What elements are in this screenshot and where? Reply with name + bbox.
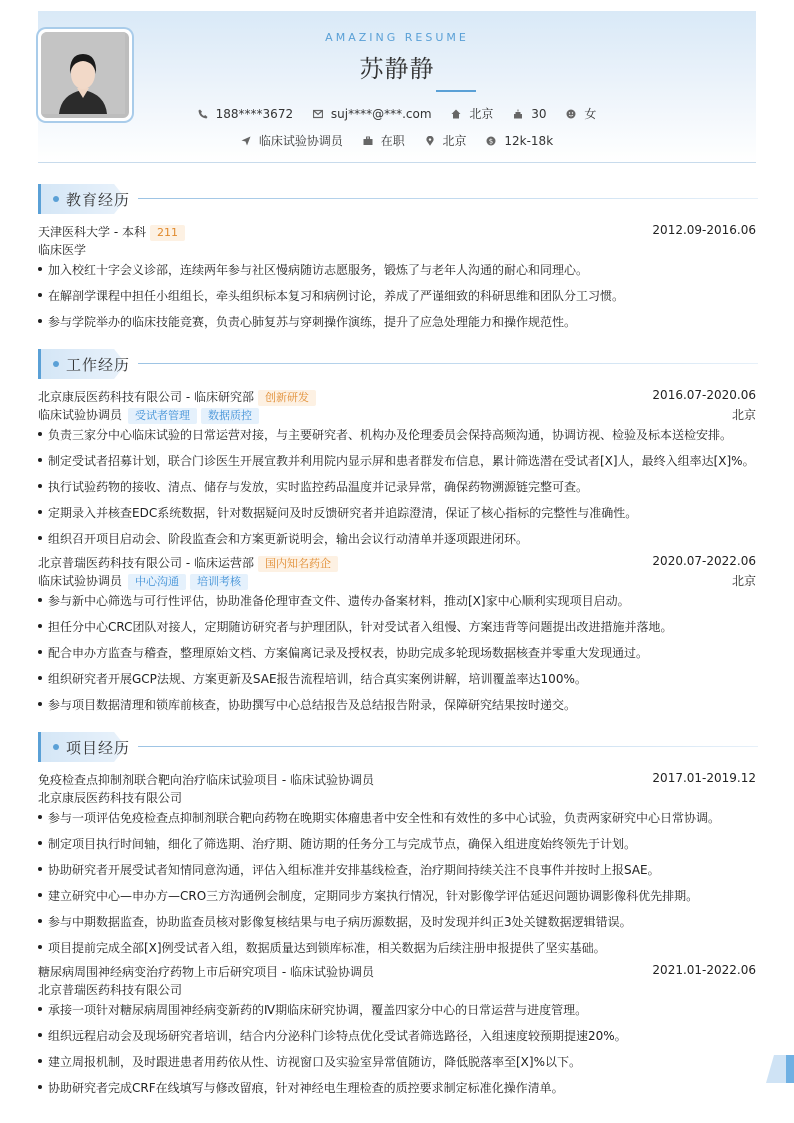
job-role: 临床试验协调员: [38, 408, 123, 422]
list-item: 项目提前完成全部[X]例受试者入组，数据质量达到锁库标准，相关数据为后续注册申报提供了坚实基础。: [38, 939, 756, 956]
school-badge: 211: [150, 225, 185, 241]
list-item: 加入校红十字会义诊部，连续两年参与社区慢病随访志愿服务，锻炼了与老年人沟通的耐心和同理心。: [38, 261, 756, 278]
job-role-row: [38, 572, 756, 590]
job-city: 北京: [731, 574, 756, 588]
project-title-row: [38, 963, 756, 980]
position-item: [241, 132, 343, 149]
section-education: [38, 184, 738, 214]
contact-row: [38, 105, 756, 122]
company-name: 北京普瑞医药科技有限公司 - 临床运营部: [38, 556, 254, 570]
face-icon: [566, 109, 576, 119]
job-role-row: [38, 406, 756, 424]
list-item: 建立周报机制，及时跟进患者用药依从性、访视窗口及实验室异常值随访，降低脱落率至[X]%以下。: [38, 1053, 756, 1070]
school-name: 天津医科大学 - 本科: [38, 225, 146, 239]
list-item: 执行试验药物的接收、清点、储存与发放，实时监控药品温度并记录异常，确保药物溯源链完整可查。: [38, 478, 756, 495]
home-icon: [451, 109, 461, 119]
list-item: 参与学院举办的临床技能竞赛，负责心肺复苏与穿刺操作演练，提升了应急处理能力和操作规范性。: [38, 313, 756, 330]
city-text: 北京: [469, 107, 494, 121]
work-city-item: [425, 132, 467, 149]
job-date: 2016.07-2020.06: [652, 388, 756, 402]
list-item: 参与项目数据清理和锁库前核查，协助撰写中心总结报告及总结报告附录，保障研究结果按时递交。: [38, 696, 756, 713]
education-date: 2012.09-2016.06: [652, 223, 756, 237]
project-name: 免疫检查点抑制剂联合靶向治疗临床试验项目 - 临床试验协调员: [38, 773, 374, 787]
project-org: 北京普瑞医药科技有限公司: [38, 983, 183, 997]
skill-tag: 受试者管理: [128, 408, 197, 424]
work-city-text: 北京: [442, 134, 467, 148]
page-corner-decoration: [766, 1055, 794, 1083]
list-item: 组织召开项目启动会、阶段监查会和方案更新说明会，输出会议行动清单并逐项跟进闭环。: [38, 530, 756, 547]
project-name: 糖尿病周围神经病变治疗药物上市后研究项目 - 临床试验协调员: [38, 965, 374, 979]
name-underline: [436, 90, 476, 92]
list-item: 参与一项评估免疫检查点抑制剂联合靶向药物在晚期实体瘤患者中安全性和有效性的多中心试验，负责两家研究中心日常协调。: [38, 809, 756, 826]
send-icon: [241, 136, 251, 146]
company-tag: 创新研发: [258, 390, 316, 406]
skill-tag: 数据质控: [201, 408, 259, 424]
email-text: suj****@***.com: [330, 107, 432, 121]
project-date: 2021.01-2022.06: [652, 963, 756, 977]
section-divider: [138, 363, 758, 364]
salary-text: 12k-18k: [504, 134, 554, 148]
job-city: 北京: [731, 408, 756, 422]
list-item: 定期录入并核查EDC系统数据，针对数据疑问及时反馈研究者并追踪澄清，保证了核心指标的完整性与准确性。: [38, 504, 756, 521]
job-company-row: [38, 388, 756, 406]
project-org: 北京康辰医药科技有限公司: [38, 791, 183, 805]
city-item: [451, 105, 493, 122]
age-text: 30: [531, 107, 547, 121]
status-text: 在职: [380, 134, 405, 148]
list-item: 负责三家分中心临床试验的日常运营对接，与主要研究者、机构办及伦理委员会保持高频沟通，协调访视、检验及标本送检安排。: [38, 426, 756, 443]
section-title: 项目经历: [66, 739, 131, 757]
status-item: [363, 132, 405, 149]
mail-icon: [313, 109, 323, 119]
list-item: 配合申办方监查与稽查，整理原始文档、方案偏离记录及授权表，协助完成多轮现场数据核查并零重大发现通过。: [38, 644, 756, 661]
list-item: 制定项目执行时间轴，细化了筛选期、治疗期、随访期的任务分工与完成节点，确保入组进度始终领先于计划。: [38, 835, 756, 852]
project-title-row: [38, 771, 756, 788]
location-pin-icon: [425, 136, 435, 146]
list-item: 制定受试者招募计划，联合门诊医生开展宣教并利用院内显示屏和患者群发布信息，累计筛选潜在受试者[X]人，最终入组率达[X]%。: [38, 452, 756, 469]
money-icon: [486, 136, 496, 146]
gender-item: [566, 105, 596, 122]
skill-tag: 培训考核: [190, 574, 248, 590]
company-name: 北京康辰医药科技有限公司 - 临床研究部: [38, 390, 254, 404]
list-item: 组织远程启动会及现场研究者培训，结合内分泌科门诊特点优化受试者筛选路径，入组速度较预期提速20%。: [38, 1027, 756, 1044]
svg-text:$: $: [489, 137, 494, 146]
section-projects: [38, 732, 738, 762]
skill-tag: 中心沟通: [128, 574, 186, 590]
section-divider: [138, 198, 758, 199]
section-title: 教育经历: [66, 191, 131, 209]
age-item: [513, 107, 546, 121]
phone-icon: [198, 109, 208, 119]
education-major: 临床医学: [38, 243, 87, 257]
list-item: 担任分中心CRC团队对接人，定期随访研究者与护理团队，针对受试者入组慢、方案违背等问题提出改进措施并落地。: [38, 618, 756, 635]
education-school-row: [38, 223, 756, 241]
position-text: 临床试验协调员: [258, 134, 343, 148]
company-tag: 国内知名药企: [258, 556, 338, 572]
list-item: 在解剖学课程中担任小组组长，牵头组织标本复习和病例讨论，养成了严谨细致的科研思维和团队分工习惯。: [38, 287, 756, 304]
resume-header: [38, 11, 756, 163]
section-title: 工作经历: [66, 356, 131, 374]
candidate-name: 苏静静: [359, 55, 435, 83]
list-item: 组织研究者开展GCP法规、方案更新及SAE报告流程培训，结合真实案例讲解，培训覆盖率达100%。: [38, 670, 756, 687]
job-company-row: [38, 554, 756, 572]
briefcase-icon: [363, 136, 373, 146]
list-item: 建立研究中心—申办方—CRO三方沟通例会制度，定期同步方案执行情况，针对影像学评估延迟问题协调影像科优先排期。: [38, 887, 756, 904]
list-item: 协助研究者完成CRF在线填写与修改留痕，针对神经电生理检查的质控要求制定标准化操作清单。: [38, 1079, 756, 1096]
gender-text: 女: [584, 107, 597, 121]
bullet-dot-icon: [53, 196, 59, 202]
bullet-dot-icon: [53, 744, 59, 750]
cake-icon: [513, 109, 523, 119]
section-divider: [138, 746, 758, 747]
phone-text: 188****3672: [215, 107, 294, 121]
list-item: 参与中期数据监查，协助监查员核对影像复核结果与电子病历源数据，及时发现并纠正3处关键数据逻辑错误。: [38, 913, 756, 930]
email-item: [313, 107, 432, 121]
job-role: 临床试验协调员: [38, 574, 123, 588]
list-item: 协助研究者开展受试者知情同意沟通，评估入组标准并安排基线检查，治疗期间持续关注不良事件并按时上报SAE。: [38, 861, 756, 878]
project-date: 2017.01-2019.12: [652, 771, 756, 785]
job-intent-row: [38, 132, 756, 149]
section-work: [38, 349, 738, 379]
salary-item: [486, 134, 553, 148]
job-date: 2020.07-2022.06: [652, 554, 756, 568]
phone-item: [198, 107, 293, 121]
list-item: 承接一项针对糖尿病周围神经病变新药的Ⅳ期临床研究协调，覆盖四家分中心的日常运营与进度管理。: [38, 1001, 756, 1018]
resume-tagline: AMAZING RESUME: [325, 31, 469, 44]
bullet-dot-icon: [53, 361, 59, 367]
list-item: 参与新中心筛选与可行性评估，协助准备伦理审查文件、遗传办备案材料，推动[X]家中心顺利实现项目启动。: [38, 592, 756, 609]
